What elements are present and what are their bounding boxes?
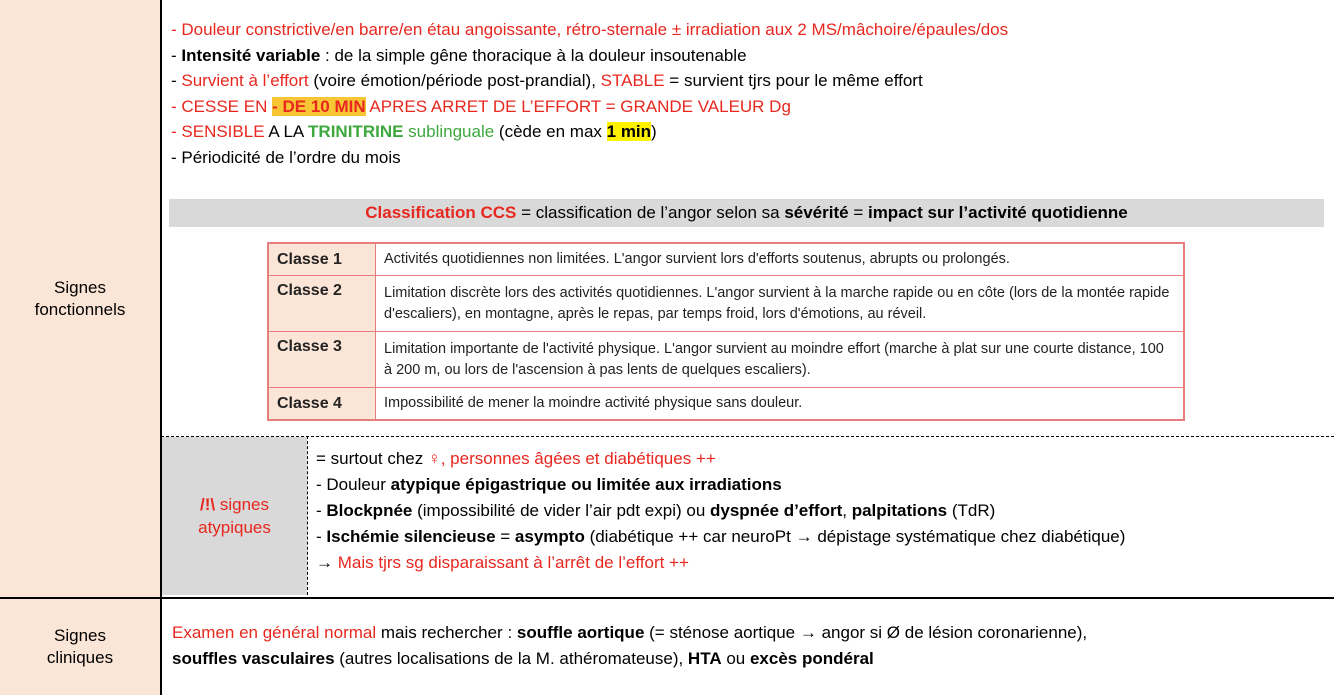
ccs-classification-table	[267, 242, 1185, 421]
bullet-effort: - Survient à l’effort (voire émotion/période post-prandial), STABLE = survient tjrs pour le même effort	[171, 71, 923, 90]
bullet-periodicite: - Périodicité de l’ordre du mois	[171, 147, 401, 167]
signes-cliniques-label: Signes cliniques	[46, 625, 114, 667]
table-row	[268, 276, 1184, 332]
warning-icon: /!\	[200, 495, 216, 514]
bullet-douleur: - Douleur constrictive/en barre/en étau angoissante, rétro-sternale ± irradiation aux 2 MS/mâchoire/épaules/dos	[171, 20, 1009, 39]
classe-description: Limitation discrète lors des activités quotidiennes. L'angor survient à la marche rapide ou en côte (lors de la montée rapide d'escaliers), en montagne, après le repas, par temps froid, lors d'émotions, au réveil.	[376, 276, 1185, 332]
atyp-line: - Blockpnée (impossibilité de vider l’air pdt expi) ou dyspnée d’effort, palpitations (TdR)	[316, 501, 996, 520]
clin-line: Examen en général normal mais rechercher : souffle aortique (= sténose aortique → angor si Ø de lésion coronarienne),	[172, 623, 1088, 642]
row-divider	[0, 597, 1334, 599]
classe-label: Classe 4	[268, 388, 376, 421]
ccs-header: Classification CCS = classification de l’angor selon sa sévérité = impact sur l’activité quotidienne	[169, 199, 1324, 227]
fonctionnels-list	[171, 17, 1008, 170]
highlight-1-min: 1 min	[606, 122, 652, 141]
atyp-line: → Mais tjrs sg disparaissant à l’arrêt de l’effort ++	[316, 553, 689, 572]
dashed-divider	[161, 436, 1334, 437]
atypiques-list	[316, 446, 1125, 576]
signes-atypiques-cell: /!\ signes atypiques	[162, 437, 307, 595]
classe-label: Classe 3	[268, 332, 376, 388]
cliniques-text	[172, 620, 1087, 672]
signes-fonctionnels-cell	[0, 0, 160, 597]
bullet-intensite: - Intensité variable : de la simple gêne thoracique à la douleur insoutenable	[171, 45, 747, 65]
clin-line: souffles vasculaires (autres localisations de la M. athéromateuse), HTA ou excès pondéral	[172, 649, 874, 668]
classe-label: Classe 1	[268, 243, 376, 276]
atyp-line: = surtout chez ♀, personnes âgées et diabétiques ++	[316, 449, 716, 468]
signes-fonctionnels-label: Signes fonctionnels	[34, 277, 126, 319]
bullet-cesse: - CESSE EN - DE 10 MIN APRES ARRET DE L’EFFORT = GRANDE VALEUR Dg	[171, 96, 791, 116]
arrow-icon: →	[316, 553, 338, 572]
dashed-divider-vertical	[307, 436, 308, 595]
table-row	[268, 388, 1184, 421]
table-row	[268, 332, 1184, 388]
bullet-trinitrine: - SENSIBLE A LA TRINITRINE sublinguale (cède en max 1 min)	[171, 122, 657, 141]
signes-cliniques-cell	[0, 598, 160, 695]
atyp-line: - Ischémie silencieuse = asympto (diabétique ++ car neuroPt → dépistage systématique chez diabétique)	[316, 527, 1126, 546]
signes-atypiques-label: atypiques	[198, 518, 271, 537]
atyp-line: - Douleur atypique épigastrique ou limitée aux irradiations	[316, 475, 782, 494]
classe-description: Activités quotidiennes non limitées. L'angor survient lors d'efforts soutenus, abrupts ou prolongés.	[376, 243, 1185, 276]
table-row	[268, 243, 1184, 276]
classe-description: Impossibilité de mener la moindre activité physique sans douleur.	[376, 388, 1185, 421]
classe-label: Classe 2	[268, 276, 376, 332]
highlight-10-min: - DE 10 MIN	[272, 96, 366, 116]
classe-description: Limitation importante de l'activité physique. L'angor survient au moindre effort (marche à plat sur une courte distance, 100 à 200 m, ou lors de l'ascension à pas lents de quelques escaliers).	[376, 332, 1185, 388]
